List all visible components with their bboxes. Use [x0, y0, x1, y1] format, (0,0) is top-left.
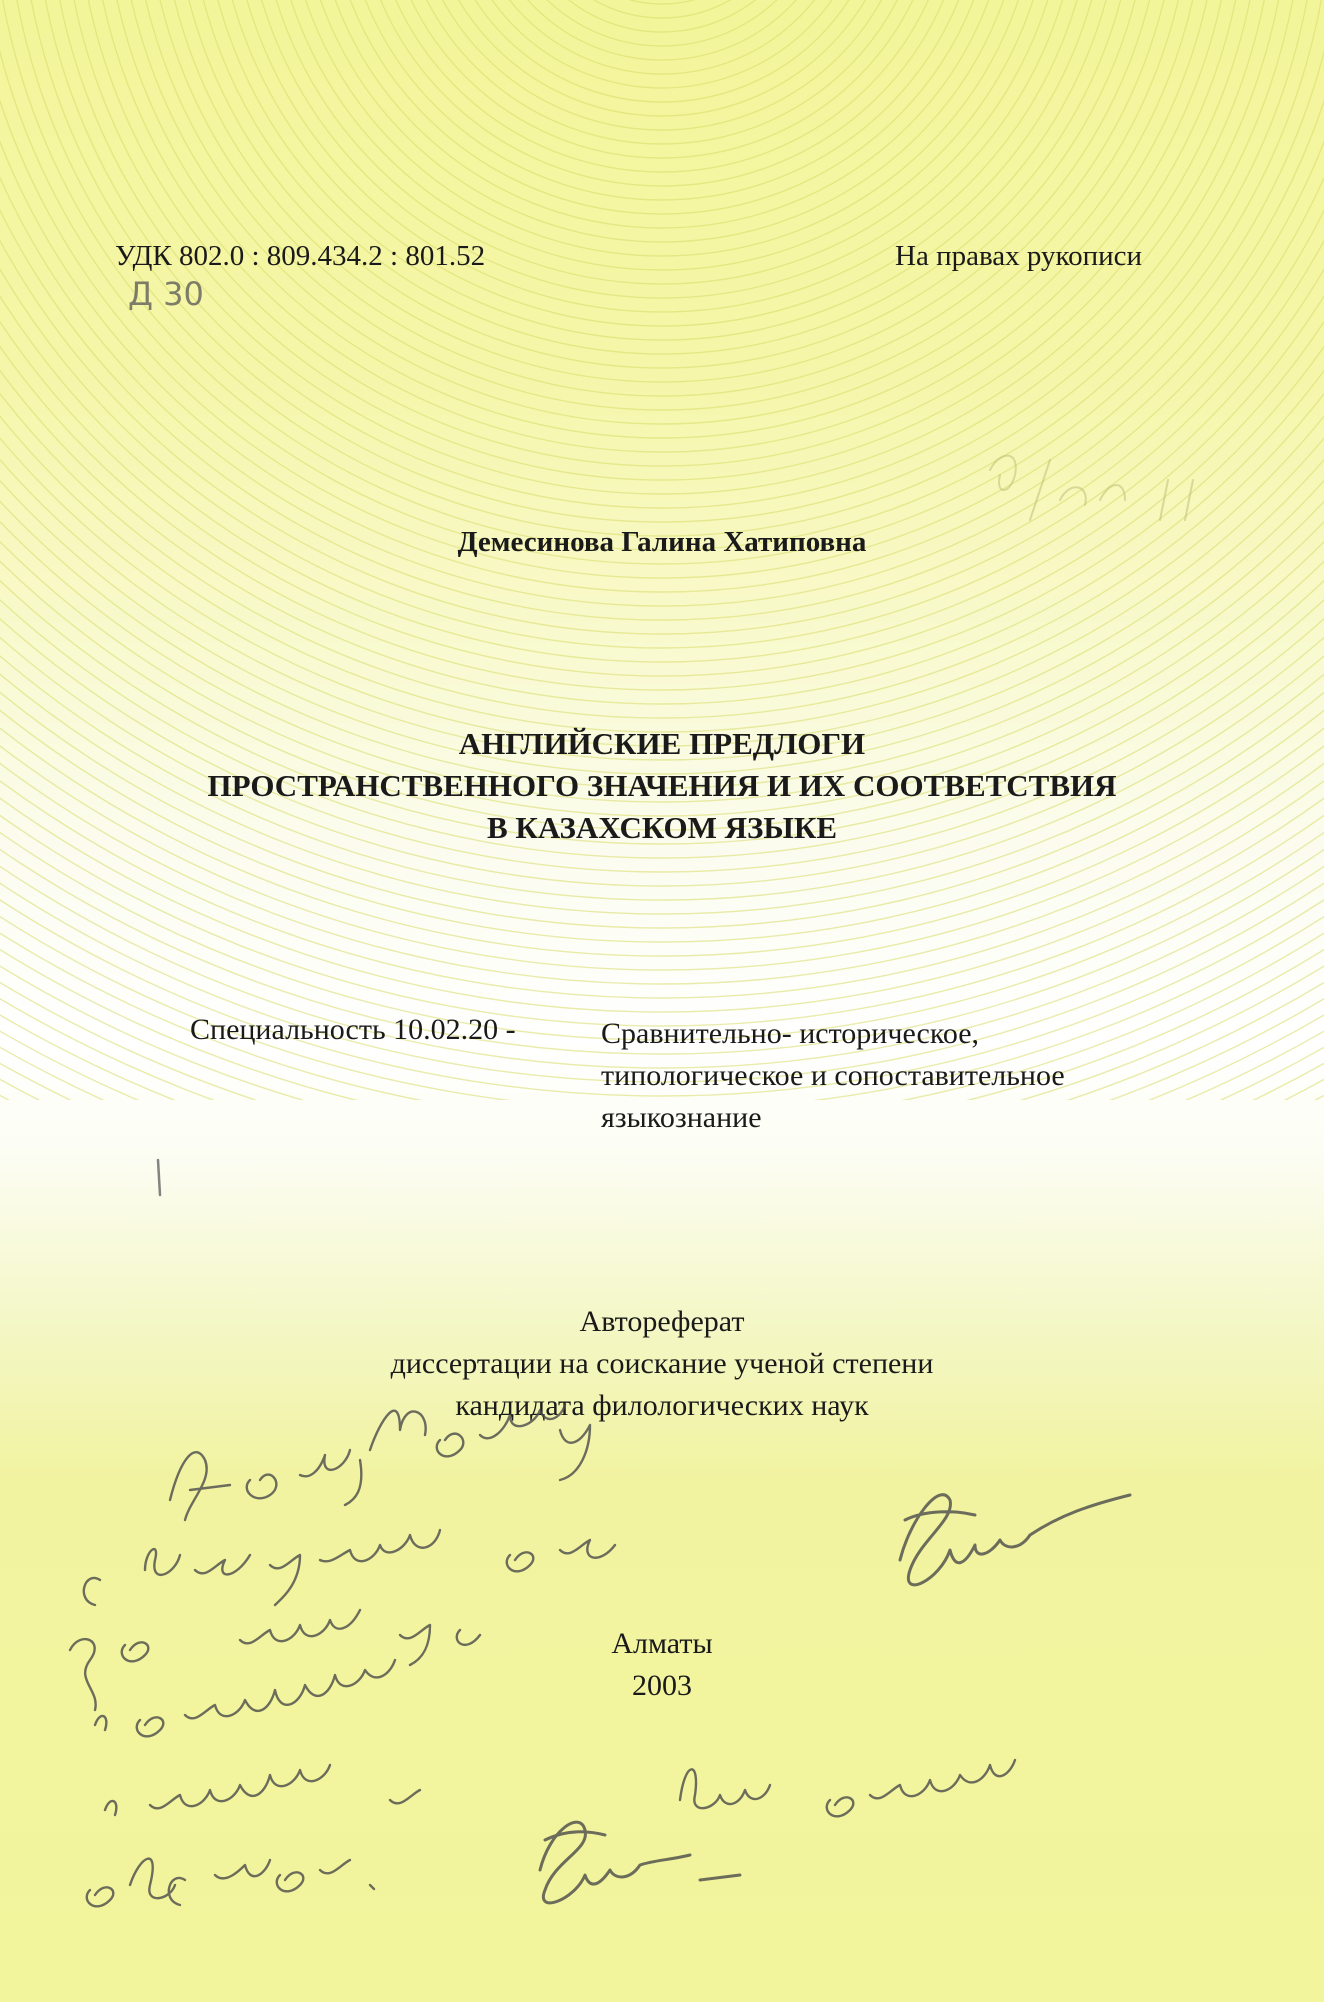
specialty-label: Специальность 10.02.20 - [190, 1013, 516, 1046]
inventory-mark: Д 30 [128, 275, 204, 313]
title-line: АНГЛИЙСКИЕ ПРЕДЛОГИ [458, 726, 866, 761]
imprint-year: 2003 [632, 1669, 692, 1702]
udk-code: УДК 802.0 : 809.434.2 : 801.52 [115, 240, 486, 272]
imprint-city: Алматы [611, 1627, 713, 1660]
abstract-line: диссертации на соискание ученой степени [390, 1347, 934, 1380]
title-line: В КАЗАХСКОМ ЯЗЫКЕ [486, 810, 838, 845]
dissertation-title [0, 723, 1324, 849]
specialty-description [601, 1013, 1065, 1139]
specialty-line: языкознание [601, 1101, 762, 1134]
specialty-line: Сравнительно- историческое, [601, 1017, 980, 1050]
manuscript-rights-note: На правах рукописи [895, 240, 1143, 272]
abstract-line: кандидата филологических наук [455, 1389, 869, 1422]
abstract-line: Автореферат [579, 1305, 745, 1338]
author-name: Демесинова Галина Хатиповна [457, 526, 867, 558]
imprint [0, 1623, 1324, 1707]
abstract-caption [0, 1301, 1324, 1427]
title-line: ПРОСТРАНСТВЕННОГО ЗНАЧЕНИЯ И ИХ СООТВЕТСТВИЯ [207, 768, 1117, 803]
specialty-line: типологическое и сопоставительное [601, 1059, 1065, 1092]
